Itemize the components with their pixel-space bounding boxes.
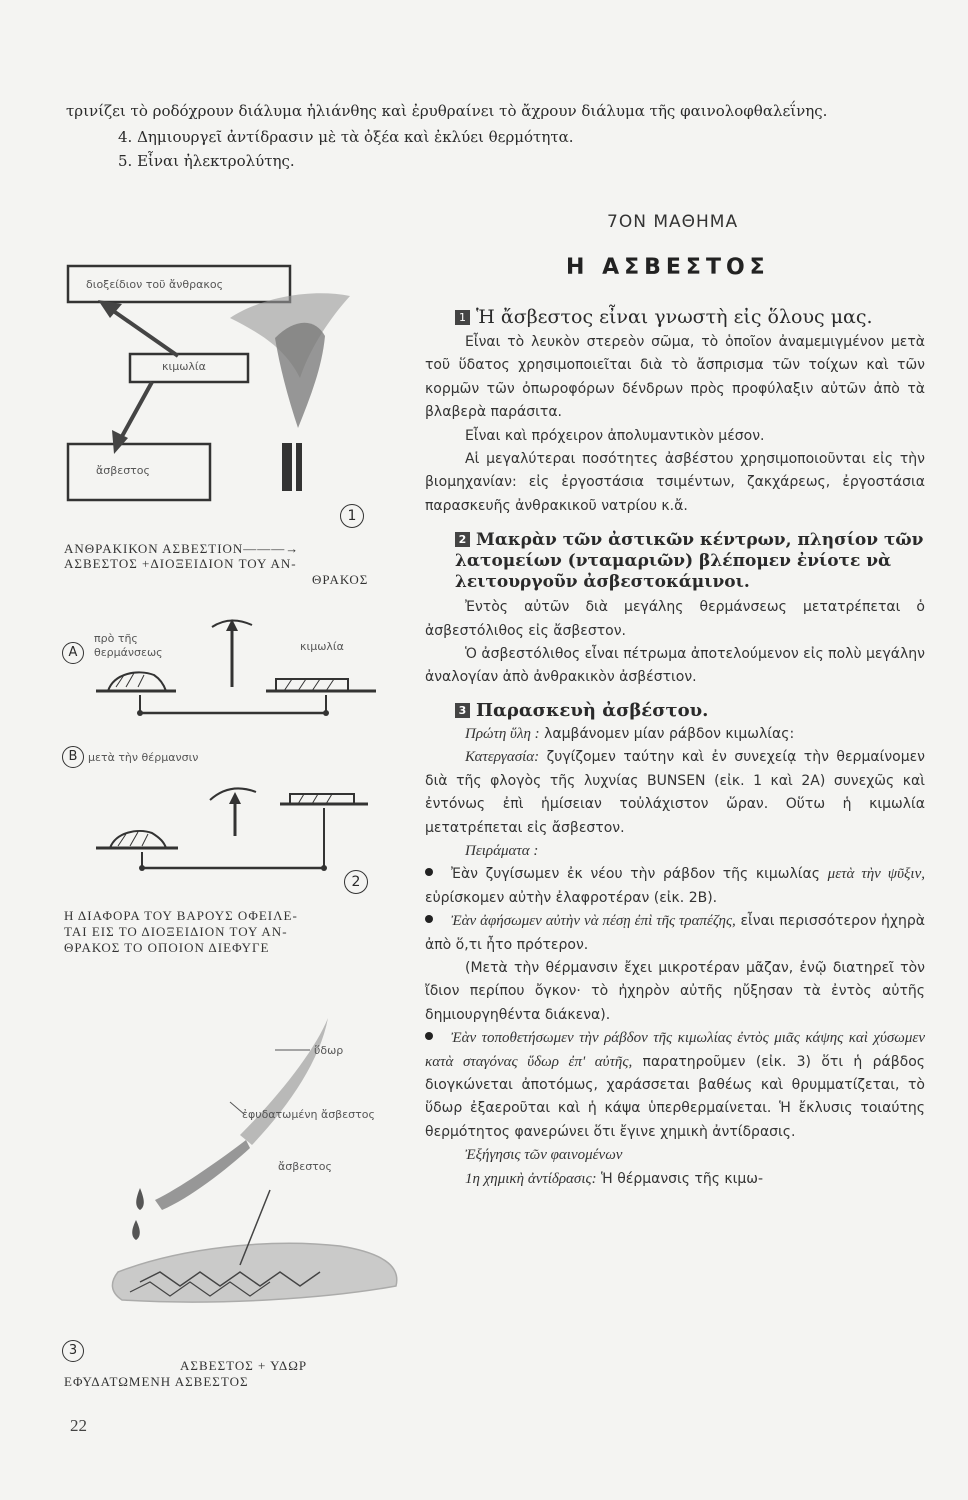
section-3-heading <box>455 700 925 721</box>
experiments-heading <box>425 840 925 863</box>
fig3-water-label: ὕδωρ <box>314 1044 344 1057</box>
section-1-number: 1 <box>455 310 470 325</box>
experiment-2-text: εἶναι περισσότερον ἠχηρὰ ἀπὸ ὅ,τι ἦτο πρότερον. <box>425 913 926 953</box>
fig2-b-label: μετὰ τὴν θέρμανσιν <box>88 751 199 764</box>
lesson-label: 7ΟΝ ΜΑΘΗΜΑ <box>607 212 739 232</box>
figure-1-number: 1 <box>340 504 364 528</box>
reaction-1-line <box>425 1168 925 1191</box>
figure-2b-balance <box>80 778 390 878</box>
experiment-bullet-2 <box>425 910 925 957</box>
top-line-2: 4. Δημιουργεῖ ἀντίδρασιν μὲ τὰ ὀξέα καὶ ἐκλύει θερμότητα. <box>118 128 574 146</box>
page-number: 22 <box>70 1416 87 1435</box>
section-2-heading-text: Μακρὰν τῶν ἀστικῶν κέντρων, πλησίον τῶν λατομείων (νταμαριῶν) βλέπομεν ἐνίοτε νὰ λειτουργοῦν ἀσβεστοκάμινοι. <box>455 530 924 593</box>
raw-material-term: Πρώτη ὕλη : <box>465 725 540 742</box>
section-3-number: 3 <box>455 703 470 718</box>
fig2-b-marker: B <box>62 746 84 768</box>
section-1-paragraph-1: Εἶναι τὸ λευκὸν στερεὸν σῶμα, τὸ ὁποῖον ἀναμεμιγμένον μετὰ τοῦ ὕδατος χρησιμοποιεῖται διὰ τὸ ἄσπρισμα τῶν τοίχων καὶ τῶν κορμῶν τῶν ὀπωροφόρων δένδρων πρὸς προφύλαξιν αὐτῶν ἀπὸ τὰ βλαβερὰ παράσιτα. <box>425 334 925 421</box>
fig2-caption-line-3: ΘΡΑΚΟΣ ΤΟ ΟΠΟΙΟΝ ΔΙΕΦΥΓΕ <box>64 940 270 955</box>
experiment-1-text-a: Ἐὰν ζυγίσωμεν ἐκ νέου τὴν ράβδον τῆς κιμωλίας <box>451 866 828 883</box>
section-1-body <box>425 331 925 518</box>
experiment-1-text-b: εὑρίσκομεν αὐτὴν ἐλαφροτέραν (εἰκ. 2Β). <box>425 889 718 906</box>
section-1-heading <box>455 307 925 328</box>
figure-3-number: 3 <box>62 1340 84 1362</box>
explanation-heading <box>425 1144 925 1167</box>
fig2-a-label-2: θερμάνσεως <box>94 646 163 659</box>
fig2-a-label-1: πρὸ τῆς <box>94 632 138 645</box>
fig3-caption-line-1: ΑΣΒΕΣΤΟΣ + ΥΔΩΡ <box>180 1358 308 1373</box>
experiment-3-italic: Ἐὰν τοποθετήσωμεν τὴν ράβδον τῆς κιμωλίας ἐντὸς μιᾶς κάψης καὶ χύσωμεν κατὰ σταγόνας ὕδωρ ἐπ' αὐτῆς, <box>425 1030 925 1070</box>
section-2-number: 2 <box>455 532 470 547</box>
figure-3-illustration <box>100 1010 430 1330</box>
experiment-bullet-1 <box>425 863 925 910</box>
raw-material-line <box>425 723 925 746</box>
figure-2a-balance <box>80 615 390 725</box>
figure-1-diagram <box>60 258 380 518</box>
fig1-box-chalk-label: κιμωλία <box>162 360 206 373</box>
experiment-3-text: παρατηροῦμεν (εἰκ. 3) ὅτι ἡ ράβδος διογκώνεται ἀποτόμως, χαράσσεται βαθέως καὶ θρυμματίζεται, τὸ ὕδωρ ἐξαεροῦται καὶ ἡ κάψα ὑπερθερμαίνεται. Ἡ ἔκλυσις τοιαύτης θερμότητος φανερώνει ὅτι ἔγινε χημικὴ ἀντίδρασις. <box>425 1053 925 1140</box>
reaction-1-text: Ἡ θέρμανσις τῆς κιμω- <box>596 1170 764 1187</box>
experiment-2-italic: Ἐὰν ἀφήσωμεν αὐτὴν νὰ πέσῃ ἐπὶ τῆς τραπέζης, <box>451 913 736 930</box>
processing-text: ζυγίζομεν ταύτην καὶ ἐν συνεχείᾳ τὴν θερμαίνομεν διὰ τῆς φλογὸς τῆς λυχνίας BUNSEN (εἰκ. 1 καὶ 2Α) συνεχῶς καὶ ἐντόνως ἐπὶ ἡμίσειαν τοὐλάχιστον ὥραν. Οὕτω ἡ κιμωλία μετατρέπεται εἰς ἄσβεστον. <box>425 749 925 836</box>
experiments-term: Πειράματα : <box>465 842 539 859</box>
section-2-paragraph-2: Ὁ ἀσβεστόλιθος εἶναι πέτρωμα ἀποτελούμενον εἰς πολὺ μεγάλην ἀναλογίαν ἀπὸ ἀνθρακικὸν ἀσβέστιον. <box>425 646 925 686</box>
fig2-caption-line-2: ΤΑΙ ΕΙΣ ΤΟ ΔΙΟΞΕΙΔΙΟΝ ΤΟΥ ΑΝ- <box>64 924 288 939</box>
fig3-slaked-lime-label: ἐφυδατωμένη ἄσβεστος <box>242 1108 375 1121</box>
bullet-icon <box>425 868 433 876</box>
processing-line <box>425 746 925 840</box>
figure-2-number: 2 <box>344 870 368 894</box>
fig3-caption-line-2: ΕΦΥΔΑΤΩΜΕΝΗ ΑΣΒΕΣΤΟΣ <box>64 1374 249 1389</box>
bullet-icon <box>425 1032 433 1040</box>
fig2-a-marker: A <box>62 642 84 664</box>
raw-material-text: λαμβάνομεν μίαν ράβδον κιμωλίας: <box>539 725 795 742</box>
reaction-1-term: 1η χημικὴ ἀντίδρασις: <box>465 1170 597 1187</box>
section-1-heading-text: Ἡ ἄσβεστος εἶναι γνωστὴ εἰς ὅλους μας. <box>476 306 873 328</box>
section-2-heading <box>455 530 925 593</box>
section-2-body <box>425 596 925 690</box>
experiment-1-italic: μετὰ τὴν ψῦξιν, <box>827 866 925 883</box>
fig1-caption-line-1: ΑΝΘΡΑΚΙΚΟΝ ΑΣΒΕΣΤΙΟΝ———→ <box>64 541 300 556</box>
fig1-caption-line-3: ΘΡΑΚΟΣ <box>312 572 369 587</box>
bullet-icon <box>425 915 433 923</box>
parenthetical-note: (Μετὰ τὴν θέρμανσιν ἔχει μικροτέραν μᾶζαν, ἐνῷ διατηρεῖ τὸν ἴδιον περίπου ὄγκον· τὸ ἠχηρὸν αὐτῆς ηὔξησαν τὰ ἐντὸς αὐτῆς δημιουργηθέντα διάκενα). <box>425 959 925 1023</box>
fig1-box-co2-label: διοξείδιον τοῦ ἄνθρακος <box>86 278 224 291</box>
fig1-box-lime-label: ἄσβεστος <box>96 464 150 477</box>
right-column <box>425 307 925 1191</box>
fig2-chalk-label: κιμωλία <box>300 640 344 653</box>
page-title: Η ΑΣΒΕΣΤΟΣ <box>566 255 770 280</box>
processing-term: Κατεργασία: <box>465 749 540 766</box>
fig2-caption-line-1: Η ΔΙΑΦΟΡΑ ΤΟΥ ΒΑΡΟΥΣ ΟΦΕΙΛΕ- <box>64 908 298 923</box>
fig3-lime-label: ἄσβεστος <box>278 1160 332 1173</box>
explanation-term: Ἐξήγησις τῶν φαινομένων <box>465 1147 623 1164</box>
section-3-heading-text: Παρασκευὴ ἀσβέστου. <box>476 699 709 721</box>
section-3-body <box>425 723 925 1191</box>
top-line-1: τρινίζει τὸ ροδόχρουν διάλυμα ἡλιάνθης καὶ ἐρυθραίνει τὸ ἄχρουν διάλυμα τῆς φαινολοφθαλεΐνης. <box>66 102 828 120</box>
section-1-paragraph-2: Εἶναι καὶ πρόχειρον ἀπολυμαντικὸν μέσον. <box>465 427 765 444</box>
top-line-3: 5. Εἶναι ἠλεκτρολύτης. <box>118 152 295 170</box>
fig1-caption-line-2: ΑΣΒΕΣΤΟΣ +ΔΙΟΞΕΙΔΙΟΝ ΤΟΥ ΑΝ- <box>64 556 297 571</box>
section-2-paragraph-1: Ἐντὸς αὐτῶν διὰ μεγάλης θερμάνσεως μετατρέπεται ὁ ἀσβεστόλιθος εἰς ἄσβεστον. <box>425 599 925 639</box>
experiment-bullet-3 <box>425 1027 925 1144</box>
section-1-paragraph-3: Αἱ μεγαλύτεραι ποσότητες ἀσβέστου χρησιμοποιοῦνται εἰς τὴν βιομηχανίαν: εἰς ἐργοστάσια τσιμέντων, ζακχάρεως, ἐργοστάσια παρασκευῆς ἀνθρακικοῦ νατρίου κ.ἄ. <box>425 451 925 514</box>
